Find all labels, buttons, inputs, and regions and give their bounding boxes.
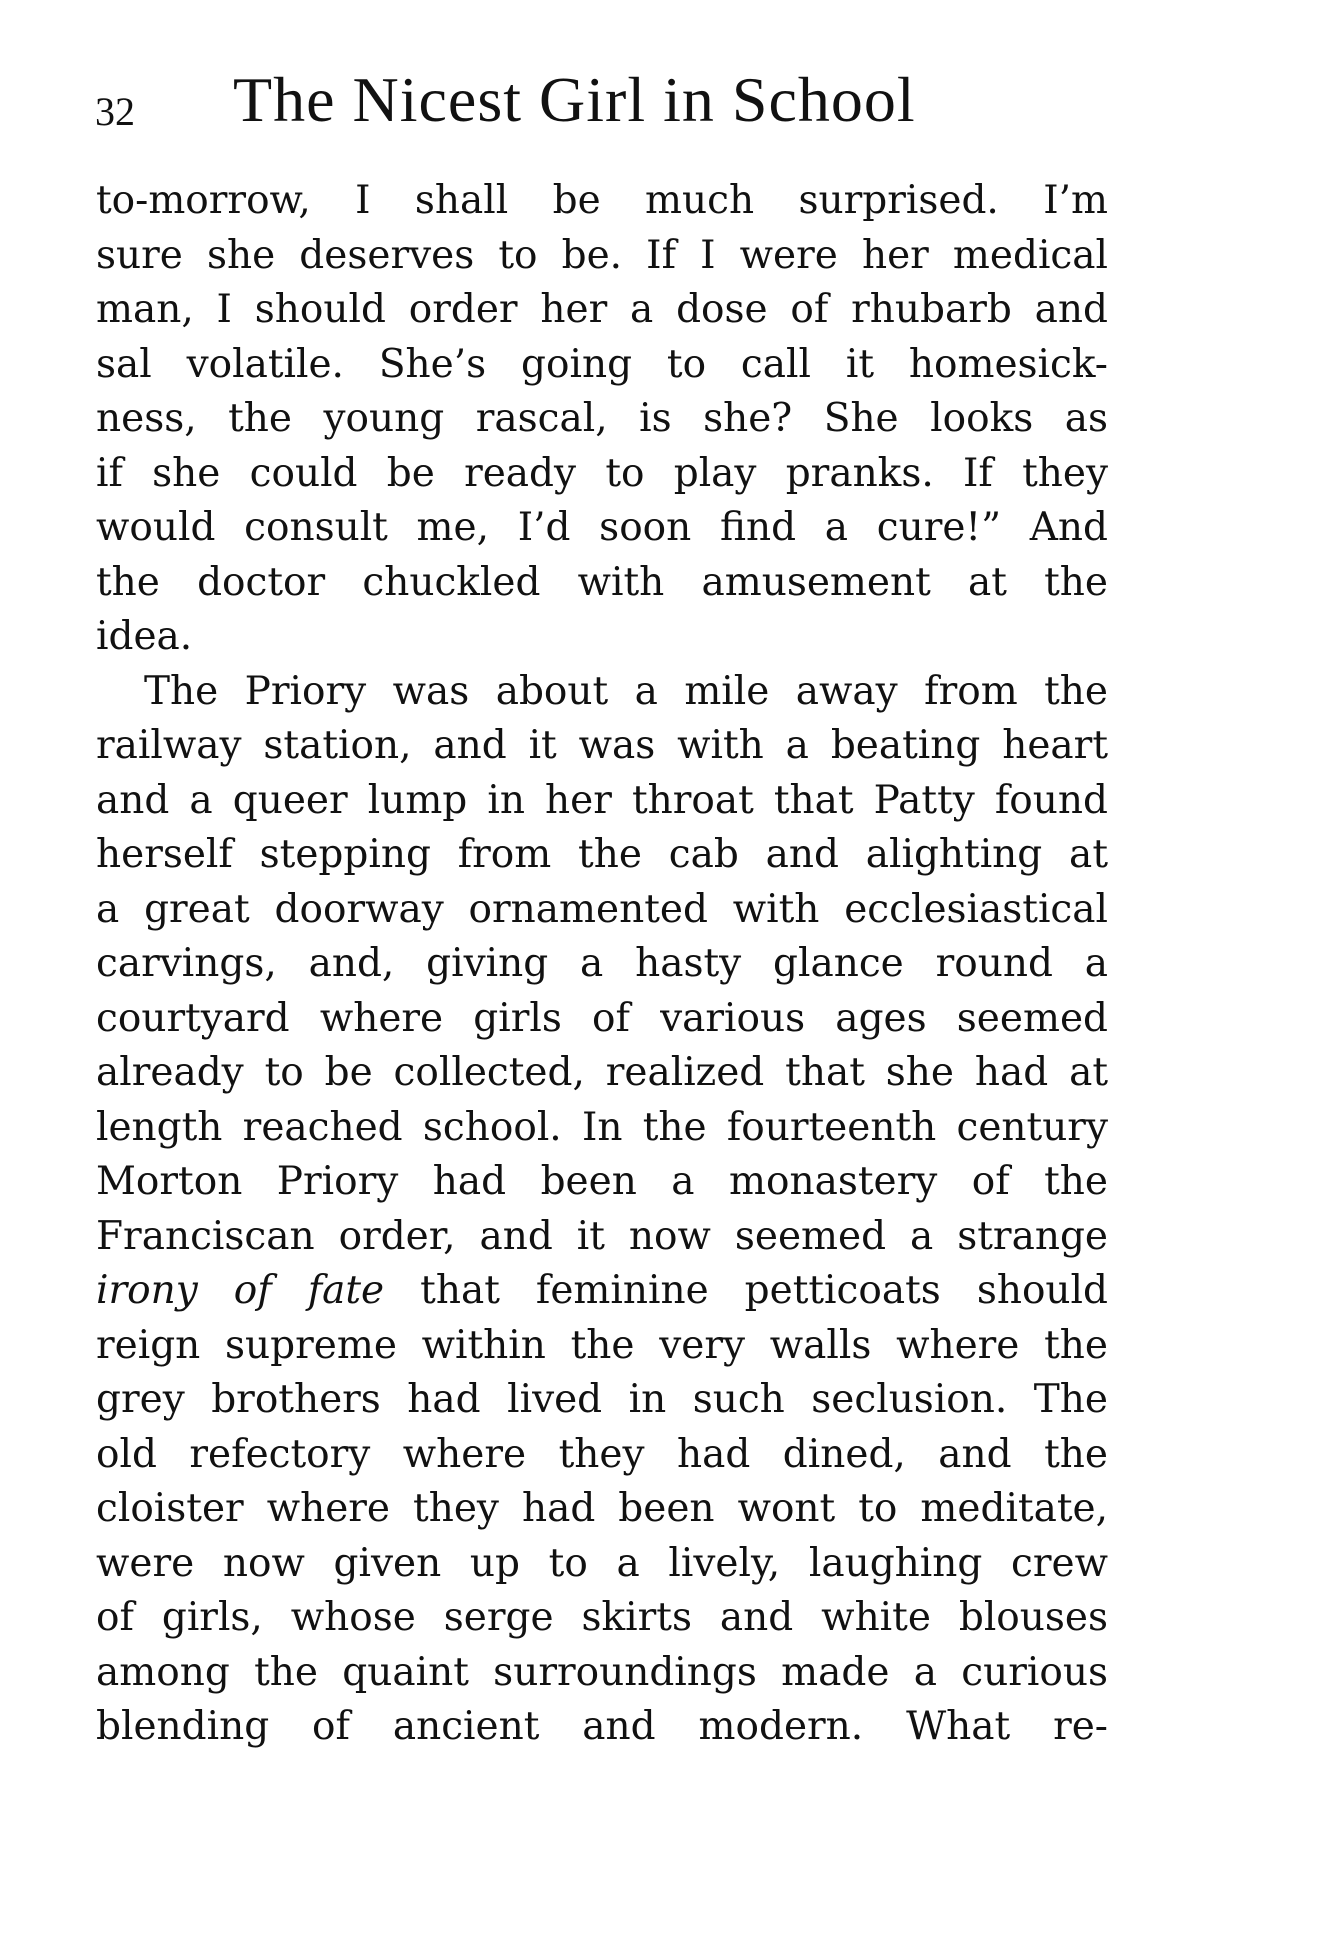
text-line: The Priory was about a mile away from the xyxy=(144,668,1108,714)
text-line: old refectory where they had dined, and the xyxy=(96,1431,1108,1477)
page-header xyxy=(95,62,1105,142)
text-line: reign supreme within the very walls where the xyxy=(96,1322,1108,1368)
text-line: of girls, whose serge skirts and white blouses xyxy=(96,1595,1108,1640)
text-line: blending of ancient and modern. What re- xyxy=(96,1704,1108,1749)
text-line: herself stepping from the cab and alighting at xyxy=(96,832,1108,877)
text-line: sure she deserves to be. If I were her medical xyxy=(96,232,1108,278)
text-line: length reached school. In the fourteenth century xyxy=(96,1104,1108,1150)
text-line: already to be collected, realized that she had at xyxy=(96,1050,1108,1095)
text-line: sal volatile. She’s going to call it homesick- xyxy=(96,341,1108,387)
text-line: railway station, and it was with a beating heart xyxy=(96,723,1108,768)
text-line: were now given up to a lively, laughing crew xyxy=(96,1540,1108,1586)
text-line: and a queer lump in her throat that Patty found xyxy=(96,777,1108,823)
text-line: would consult me, I’d soon find a cure!” And xyxy=(96,505,1108,550)
page-number: 32 xyxy=(95,89,135,134)
text-line: carvings, and, giving a hasty glance round a xyxy=(96,941,1108,986)
text-line: cloister where they had been wont to meditate, xyxy=(96,1486,1108,1531)
text-line: among the quaint surroundings made a curious xyxy=(96,1649,1108,1695)
text-line: a great doorway ornamented with ecclesiastical xyxy=(96,886,1108,932)
running-title: The Nicest Girl in School xyxy=(233,64,916,135)
text-line: if she could be ready to play pranks. If they xyxy=(96,450,1108,496)
text-line: Franciscan order, and it now seemed a strange xyxy=(96,1213,1108,1259)
text-line: to-morrow, I shall be much surprised. I’m xyxy=(96,178,1108,223)
body-text xyxy=(96,174,1108,1755)
text-line: Morton Priory had been a monastery of the xyxy=(96,1159,1108,1204)
text-line-with-italic: irony of fate that feminine petticoats should xyxy=(96,1268,1108,1313)
text-line: ness, the young rascal, is she? She looks as xyxy=(96,396,1108,441)
text-line: courtyard where girls of various ages seemed xyxy=(96,995,1108,1041)
text-line: idea. xyxy=(96,614,193,659)
text-line: the doctor chuckled with amusement at the xyxy=(96,559,1108,605)
italic-phrase: irony of fate xyxy=(96,1268,385,1313)
text-line: grey brothers had lived in such seclusion. The xyxy=(96,1377,1108,1422)
text-line: man, I should order her a dose of rhubarb and xyxy=(96,287,1108,332)
